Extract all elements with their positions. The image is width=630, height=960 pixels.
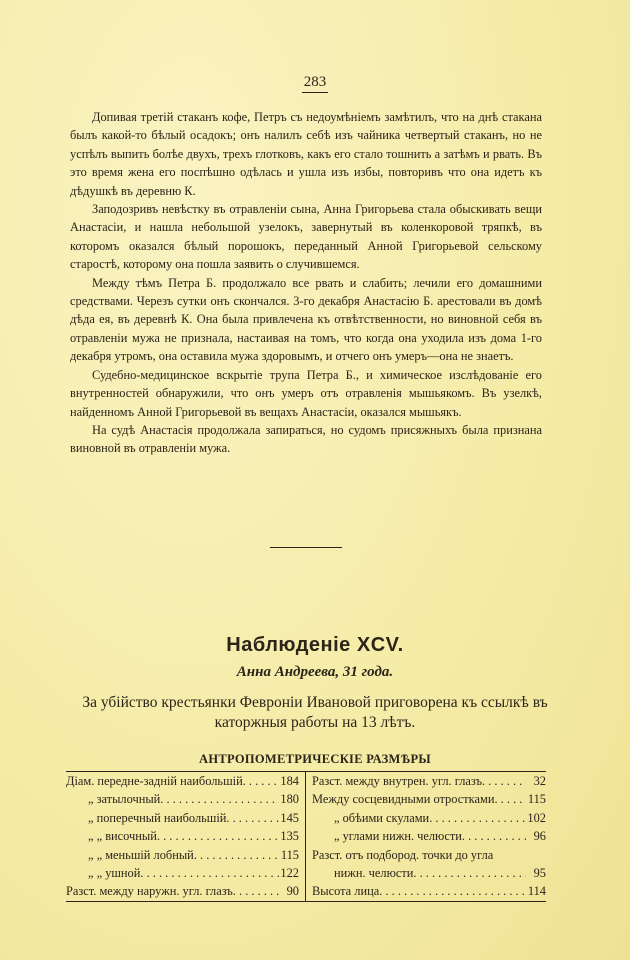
measurement-value: 180 [280,792,299,807]
leader-dots [226,809,279,827]
measurement-row [312,882,546,900]
measurement-value: 32 [533,774,546,788]
measurement-value: 115 [280,847,299,862]
paragraph: Допивая третій стаканъ кофе, Петръ съ недоумѣніемъ замѣтилъ, что на днѣ стакана былъ какой-то бѣлый осадокъ; онъ налилъ себѣ изъ чайника четвертый стаканъ, но не успѣлъ выпить болѣе двухъ, трехъ глотковъ, какъ его стало тошнить а затѣмъ и рвать. Въ это время жена его поспѣшно одѣлась и ушла изъ избы, повторивъ что она идетъ къ дѣдушкѣ въ деревню К. [70,110,542,198]
measurements-table [66,771,546,902]
measurement-label: „ „ меньшій лобный [88,847,194,862]
leader-dots [413,864,526,882]
measurement-label: „ „ височный [88,829,157,844]
measurement-label: „ углами нижн. челюсти [334,829,462,844]
measurements-right-column [306,772,546,901]
measurement-label: Между сосцевидными отростками [312,792,495,807]
measurement-row [66,772,299,790]
measurement-label: „ затылочный [88,792,161,807]
page-number: 283 [0,74,630,93]
measurement-row [312,827,546,845]
paragraph: Между тѣмъ Петра Б. продолжало все рвать и слабить; лечили его домашними средствами. Черезъ сутки онъ скончался. 3-го декабря Анастасію Б. арестовали въ домѣ дѣда ея, въ деревнѣ К. Она была привлечена къ отвѣтственности, но виновной себя въ отравленіи мужа не признала, настаивая на томъ, что когда она уходила изъ дома 1-го декабря утромъ, она оставила мужа здоровымъ, и отчего онъ умеръ—она не знаетъ. [70,275,542,364]
leader-dots [462,827,526,845]
measurement-value: 96 [533,829,546,844]
measurement-row [312,846,546,864]
subject-name: Анна Андреева, 31 года. [236,664,394,680]
measurement-row [66,864,299,882]
measurement-value: 95 [533,866,546,881]
measurement-value: 90 [286,884,299,899]
measurement-label: нижн. челюсти [334,866,414,881]
leader-dots [233,882,279,900]
measurement-row [312,790,546,808]
measurement-row [66,827,299,845]
measurement-row [312,809,546,827]
measurement-value: 145 [280,810,299,825]
measurement-label: Высота лица [312,884,380,899]
measurement-label: Разст. между наружн. угл. глазъ [66,884,233,899]
measurement-row [66,809,299,827]
measurements-left-column [66,772,306,901]
leader-dots [379,882,526,900]
measurement-value: 115 [527,792,546,807]
observation-heading: Наблюденіе XCV. [226,634,404,656]
table-title: АНТРОПОМЕТРИЧЕСКІЕ РАЗМѢРЫ [199,752,431,766]
leader-dots [160,790,279,808]
leader-dots [482,772,526,790]
measurement-value: 184 [280,774,299,788]
measurement-value: 122 [280,866,299,881]
measurement-label: „ обѣими скулами [334,810,430,825]
measurement-label: „ „ ушной [88,866,141,881]
measurement-value: 135 [280,829,299,844]
measurement-row [66,790,299,808]
leader-dots [429,809,526,827]
leader-dots [243,772,279,790]
measurement-row [312,864,546,882]
paragraph: Заподозривъ невѣстку въ отравленіи сына, Анна Григорьева стала обыскивать вещи Анастасіи, и нашла небольшой узелокъ, завернутый въ коленкоровой тряпкѣ, въ которомъ оказался бѣлый порошокъ, переданный Анной Григорьевой сельскому старостѣ, которому она пошла заявить о случившемся. [70,202,542,272]
leader-dots [140,864,279,882]
measurement-row [66,882,299,900]
measurement-value: 102 [527,810,546,825]
leader-dots [194,846,279,864]
measurement-label: Разст. отъ подбород. точки до угла [312,847,494,862]
paragraph: На судѣ Анастасія продолжала запираться, но судомъ присяжныхъ была признана виновной въ отравленіи мужа. [70,422,542,456]
measurement-label: „ поперечный наибольшій [88,810,227,825]
measurement-row [66,846,299,864]
leader-dots [157,827,279,845]
measurement-row [312,772,546,790]
leader-dots [494,790,526,808]
measurement-value: 114 [527,884,546,899]
body-text [70,108,542,458]
measurement-label: Разст. между внутрен. угл. глазъ [312,774,482,788]
paragraph: Судебно-медицинское вскрытіе трупа Петра Б., и химическое изслѣдованіе его внутренностей обнаружили, что онъ умеръ отъ отравленія мышьякомъ. Въ узелкѣ, найденномъ Анной Григорьевой въ вещахъ Анастасіи, оказался мышьякъ. [70,367,542,419]
sentence-text: За убійство крестьянки Февроніи Ивановой приговорена къ ссылкѣ въ каторжныя работы на 13 лѣтъ. [82,694,548,731]
section-divider [270,547,342,548]
measurement-value [493,846,513,864]
measurement-label: Діам. передне-задній наибольшій [66,774,243,788]
